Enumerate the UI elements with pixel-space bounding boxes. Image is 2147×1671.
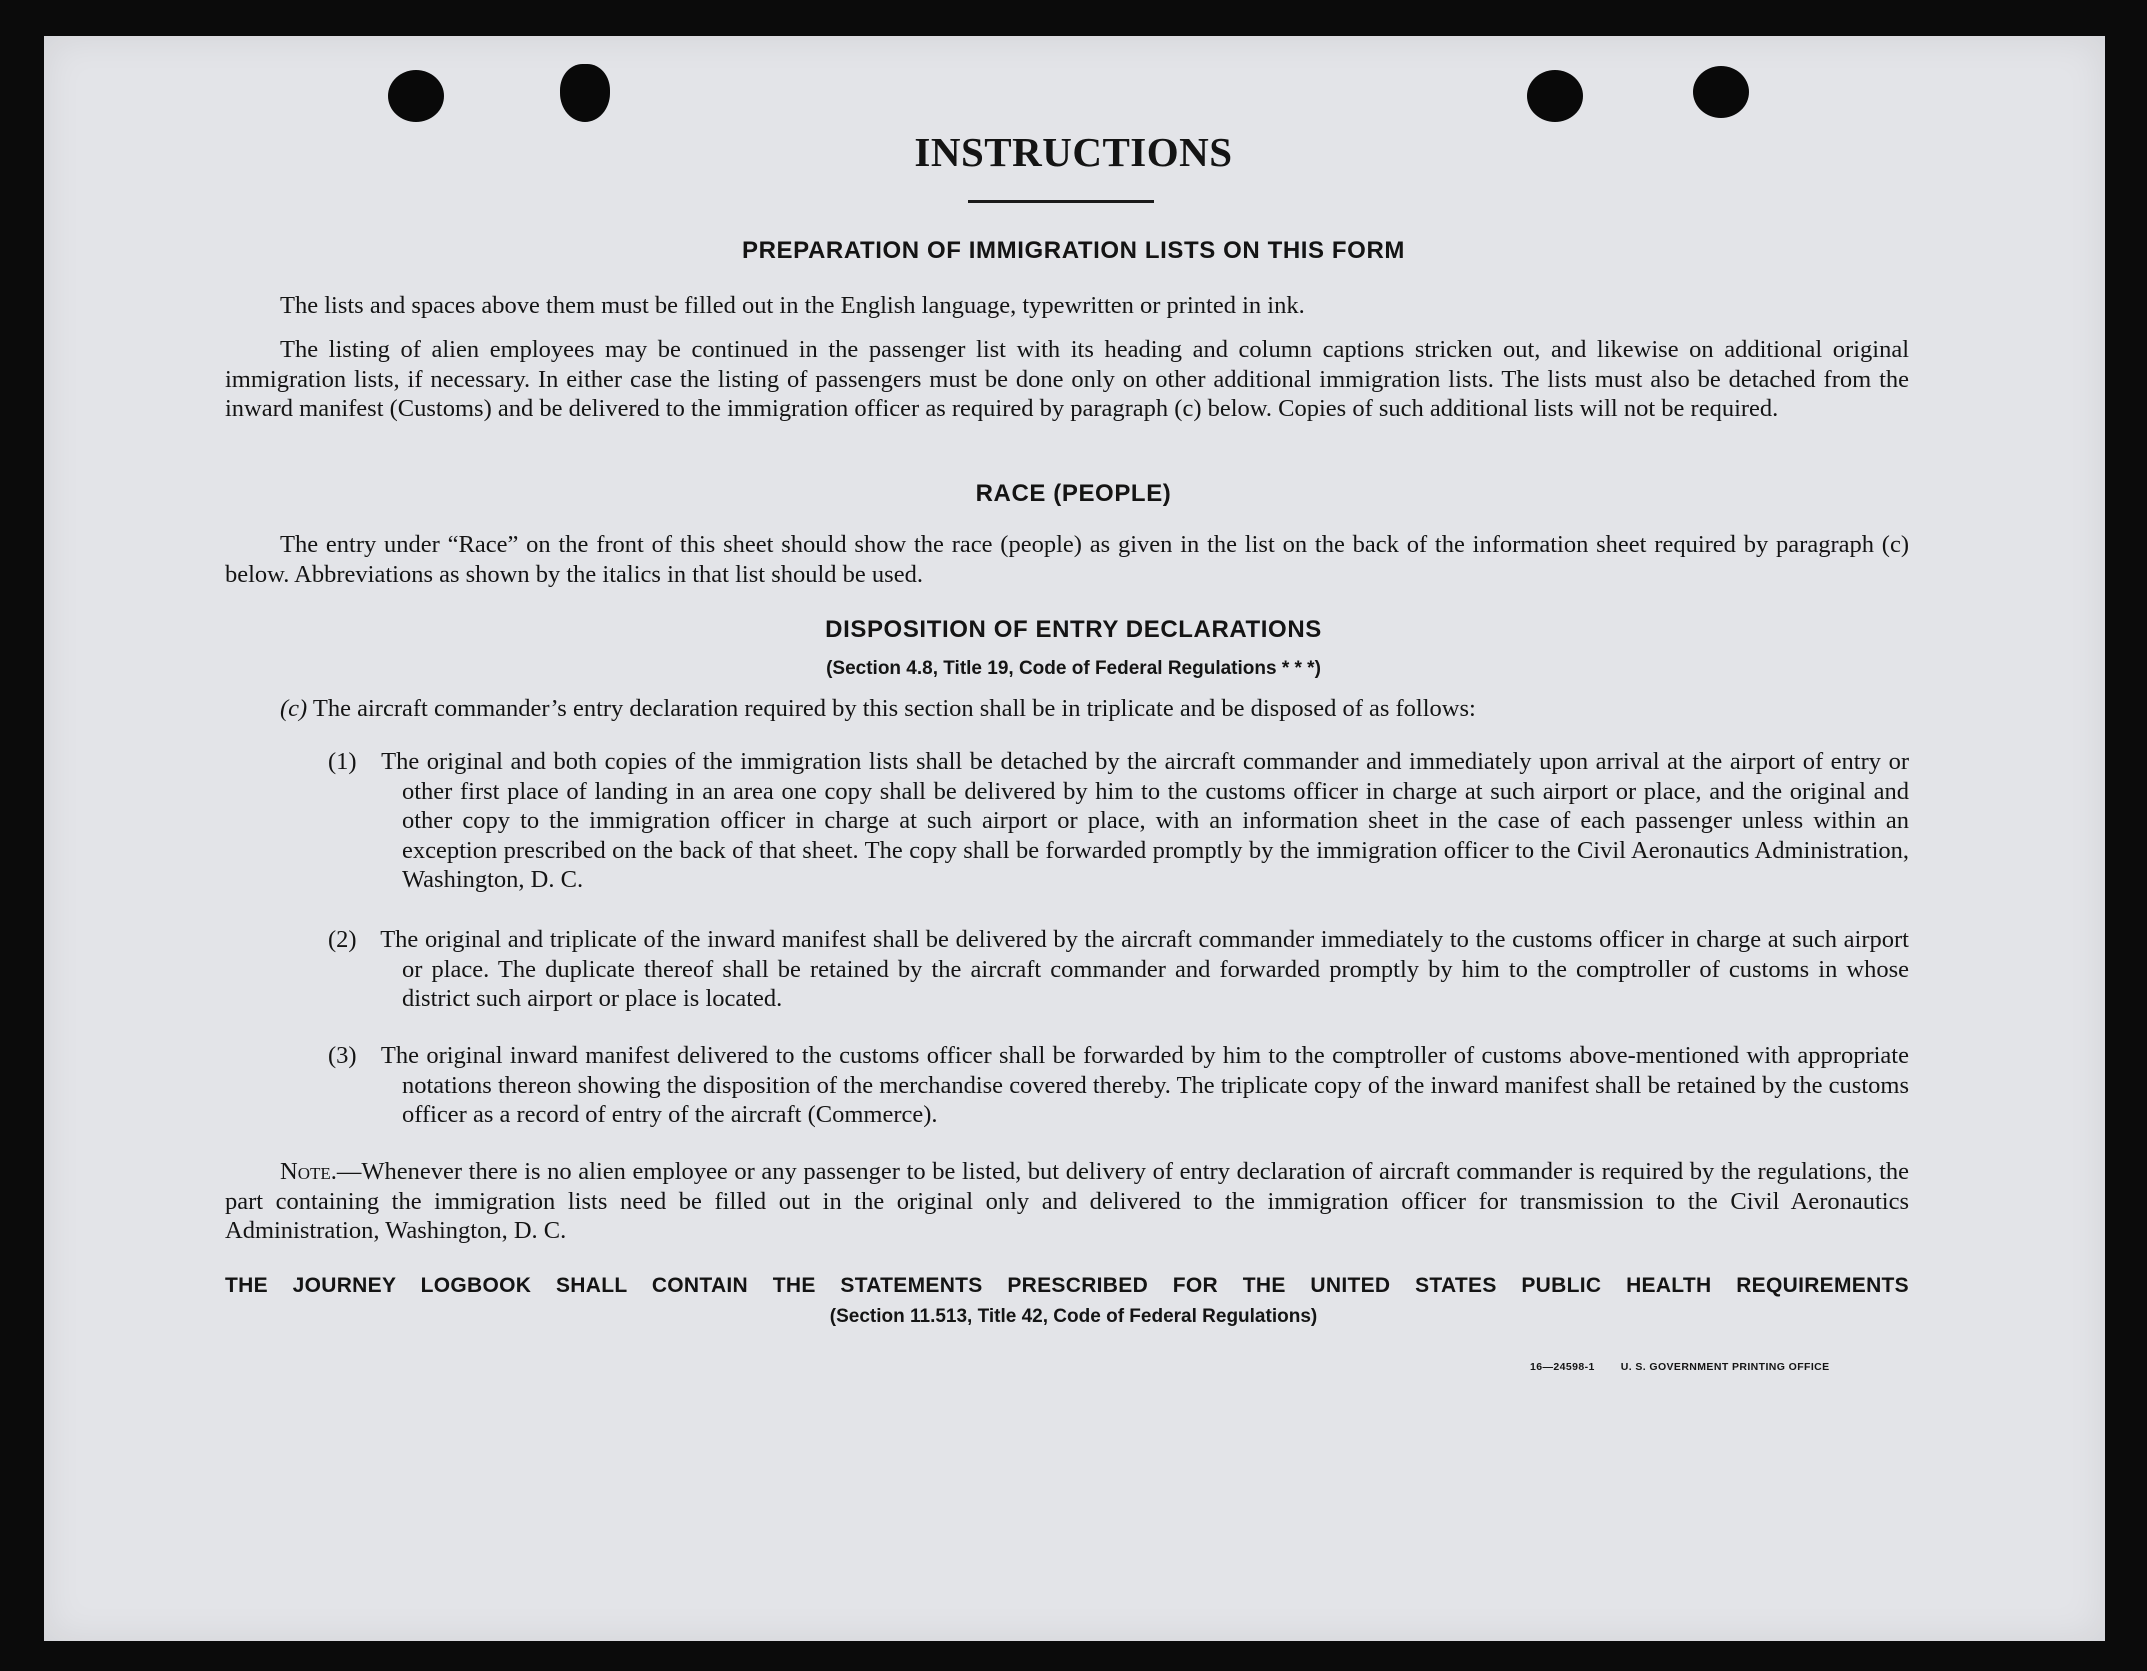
note-paragraph xyxy=(225,1157,1909,1246)
preparation-paragraph-2: The listing of alien employees may be continued in the passenger list with its heading and column captions stricken out, and likewise on additional original immigration lists, if necessary. In either case the listing of passengers must be done only on other additional immigration lists. The lists must also be detached from the inward manifest (Customs) and be delivered to the immigration officer as required by paragraph (c) below. Copies of such additional lists will not be required. xyxy=(225,336,1909,422)
race-paragraph: The entry under “Race” on the front of this sheet should show the race (people) as given in the list on the back of the information sheet required by paragraph (c) below. Abbreviations as shown by the italics in that list should be used. xyxy=(225,531,1909,588)
item-number: (1) xyxy=(328,748,357,775)
list-item xyxy=(328,1041,1909,1130)
item-number: (3) xyxy=(328,1042,357,1069)
logbook-citation: (Section 11.513, Title 42, Code of Federal Regulations) xyxy=(829,1306,1318,1327)
page-title: INSTRUCTIONS xyxy=(914,129,1233,175)
printer-name: U. S. GOVERNMENT PRINTING OFFICE xyxy=(1620,1361,1830,1373)
list-item xyxy=(328,925,1909,1014)
logbook-statement: THE JOURNEY LOGBOOK SHALL CONTAIN THE STATEMENTS PRESCRIBED FOR THE UNITED STATES PUBLIC HEALTH REQUIREMENTS xyxy=(225,1274,1909,1297)
disposition-subheading: (Section 4.8, Title 19, Code of Federal Regulations * * *) xyxy=(826,658,1321,679)
form-number: 16—24598-1 xyxy=(1530,1361,1595,1373)
item-text: The original inward manifest delivered to the customs officer shall be forwarded by him to the comptroller of customs above-mentioned with appropriate notations thereon showing the disposition of the merchandise covered thereby. The triplicate copy of the inward manifest shall be retained by the customs officer as a record of entry of the aircraft (Commerce). xyxy=(380,1042,1909,1128)
punch-hole-left-2 xyxy=(560,64,610,122)
printer-footer xyxy=(1530,1361,1890,1373)
clause-label: (c) xyxy=(280,695,308,722)
note-label: Note. xyxy=(280,1158,337,1185)
preparation-paragraph-1: The lists and spaces above them must be filled out in the English language, typewritten or printed in ink. xyxy=(280,292,1305,319)
clause-c xyxy=(280,694,1909,724)
preparation-heading: PREPARATION OF IMMIGRATION LISTS ON THIS FORM xyxy=(742,237,1405,264)
punch-hole-left-1 xyxy=(388,70,444,122)
disposition-heading: DISPOSITION OF ENTRY DECLARATIONS xyxy=(825,616,1322,643)
clause-text: The aircraft commander’s entry declaration required by this section shall be in triplicate and be disposed of as follows: xyxy=(312,695,1476,722)
race-heading: RACE (PEOPLE) xyxy=(975,480,1172,507)
note-text: —Whenever there is no alien employee or any passenger to be listed, but delivery of entry declaration of aircraft commander is required by the regulations, the part containing the immigration lists need be filled out in the original only and delivered to the immigration officer for transmission to the Civil Aeronautics Administration, Washington, D. C. xyxy=(225,1158,1909,1244)
item-number: (2) xyxy=(328,926,357,953)
punch-hole-right-2 xyxy=(1693,66,1749,118)
punch-hole-right-1 xyxy=(1527,70,1583,122)
title-rule xyxy=(968,200,1154,203)
item-text: The original and both copies of the immigration lists shall be detached by the aircraft commander and immediately upon arrival at the airport of entry or other first place of landing in an area one copy shall be delivered by him to the customs officer in charge at such airport or place, and the original and other copy to the immigration officer in charge at such airport or place, with an information sheet in the case of each passenger unless within an exception prescribed on the back of that sheet. The copy shall be forwarded promptly by the immigration officer to the Civil Aeronautics Administration, Washington, D. C. xyxy=(381,748,1909,893)
item-text: The original and triplicate of the inward manifest shall be delivered by the aircraft commander immediately to the customs officer in charge at such airport or place. The duplicate thereof shall be retained by the aircraft commander and forwarded promptly by him to the comptroller of customs in whose district such airport or place is located. xyxy=(380,926,1909,1012)
list-item xyxy=(328,747,1909,895)
